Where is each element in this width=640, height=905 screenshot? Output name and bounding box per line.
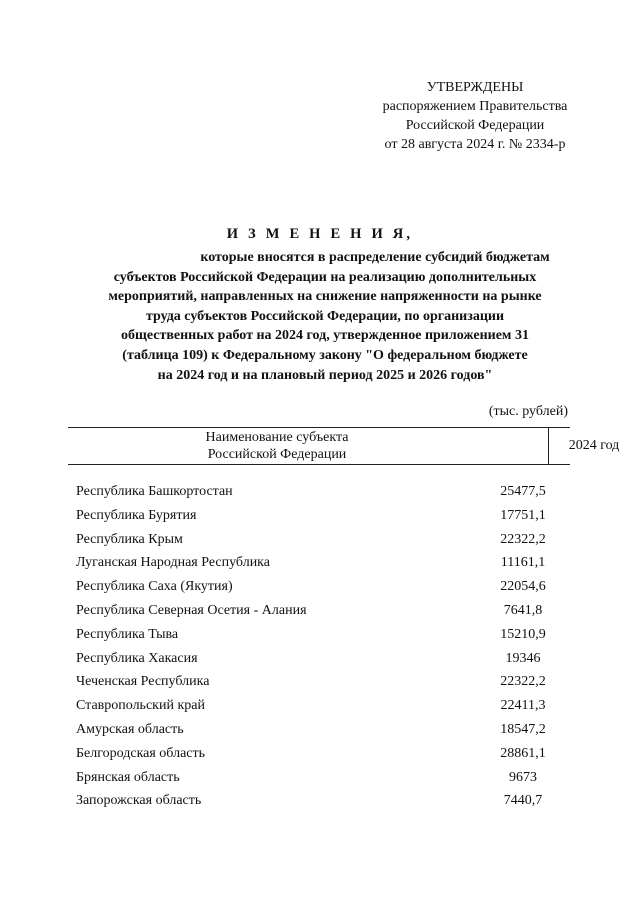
subsidy-value: 7440,7 bbox=[503, 793, 543, 809]
table-row bbox=[0, 742, 640, 766]
subsidy-value: 17751,1 bbox=[500, 507, 546, 523]
region-name: Республика Тыва bbox=[76, 626, 179, 642]
subsidy-value: 15210,9 bbox=[500, 626, 546, 642]
table-row bbox=[0, 575, 640, 599]
subsidy-value: 25477,5 bbox=[500, 484, 546, 499]
column-header-name-line: Российской Федерации bbox=[207, 446, 347, 462]
region-name: Белгородская область bbox=[76, 745, 206, 761]
document-subtitle bbox=[40, 248, 610, 385]
table-row bbox=[0, 623, 640, 647]
table-row bbox=[0, 647, 640, 671]
approval-issuer-country: Российской Федерации bbox=[405, 118, 545, 133]
table-body bbox=[0, 480, 640, 813]
subtitle-line: мероприятий, направленных на снижение напряженности на рынке bbox=[108, 289, 542, 305]
subtitle-line: субъектов Российской Федерации на реализацию дополнительных bbox=[113, 269, 537, 285]
table-row bbox=[0, 694, 640, 718]
approval-date: от 28 августа 2024 г. № 2334-р bbox=[384, 137, 566, 152]
column-header-year: 2024 год bbox=[568, 438, 620, 453]
region-name: Брянская область bbox=[76, 769, 180, 785]
unit-label: (тыс. рублей) bbox=[488, 404, 568, 419]
region-name: Республика Северная Осетия - Алания bbox=[76, 602, 307, 618]
subsidy-value: 18547,2 bbox=[500, 721, 546, 737]
region-name: Республика Хакасия bbox=[76, 650, 198, 666]
region-name: Республика Крым bbox=[76, 531, 183, 547]
subsidy-value: 22322,2 bbox=[500, 674, 546, 690]
subsidy-value: 7641,8 bbox=[503, 602, 543, 618]
approval-issuer: распоряжением Правительства bbox=[382, 99, 568, 114]
subtitle-line: на 2024 год и на плановый период 2025 и 2026 годов" bbox=[157, 367, 493, 383]
region-name: Республика Башкортостан bbox=[76, 484, 233, 499]
column-header-name bbox=[68, 430, 486, 463]
table-row bbox=[0, 670, 640, 694]
table-row bbox=[0, 480, 640, 504]
subsidy-value: 11161,1 bbox=[500, 555, 546, 571]
subsidy-value: 22054,6 bbox=[500, 579, 546, 595]
subtitle-line: труда субъектов Российской Федерации, по организации bbox=[145, 308, 505, 324]
region-name: Республика Саха (Якутия) bbox=[76, 579, 233, 595]
table-row bbox=[0, 551, 640, 575]
subsidy-value: 22411,3 bbox=[500, 698, 546, 714]
table-row bbox=[0, 599, 640, 623]
region-name: Амурская область bbox=[76, 721, 184, 737]
subtitle-line: общественных работ на 2024 год, утвержденное приложением 31 bbox=[121, 328, 529, 344]
subtitle-line: (таблица 109) к Федеральному закону "О федеральном бюджете bbox=[122, 347, 528, 363]
subsidy-value: 28861,1 bbox=[500, 745, 546, 761]
region-name: Республика Бурятия bbox=[76, 507, 197, 523]
table-row bbox=[0, 528, 640, 552]
table-row bbox=[0, 504, 640, 528]
subsidy-value: 19346 bbox=[505, 650, 541, 666]
region-name: Запорожская область bbox=[76, 793, 202, 809]
region-name: Чеченская Республика bbox=[76, 674, 210, 690]
column-divider bbox=[548, 428, 549, 464]
subtitle-line: которые вносятся в распределение субсидий бюджетам bbox=[200, 250, 550, 265]
column-header-name-line: Наименование субъекта bbox=[205, 430, 349, 445]
region-name: Ставропольский край bbox=[76, 698, 205, 714]
region-name: Луганская Народная Республика bbox=[76, 555, 270, 571]
subsidy-value: 22322,2 bbox=[500, 531, 546, 547]
document-title: И З М Е Н Е Н И Я, bbox=[226, 226, 414, 242]
table-row bbox=[0, 766, 640, 790]
table-row bbox=[0, 789, 640, 813]
approval-stamp bbox=[340, 78, 610, 154]
table-header bbox=[68, 427, 620, 465]
table-row bbox=[0, 718, 640, 742]
approval-title: УТВЕРЖДЕНЫ bbox=[426, 80, 524, 95]
subsidy-value: 9673 bbox=[509, 769, 537, 785]
